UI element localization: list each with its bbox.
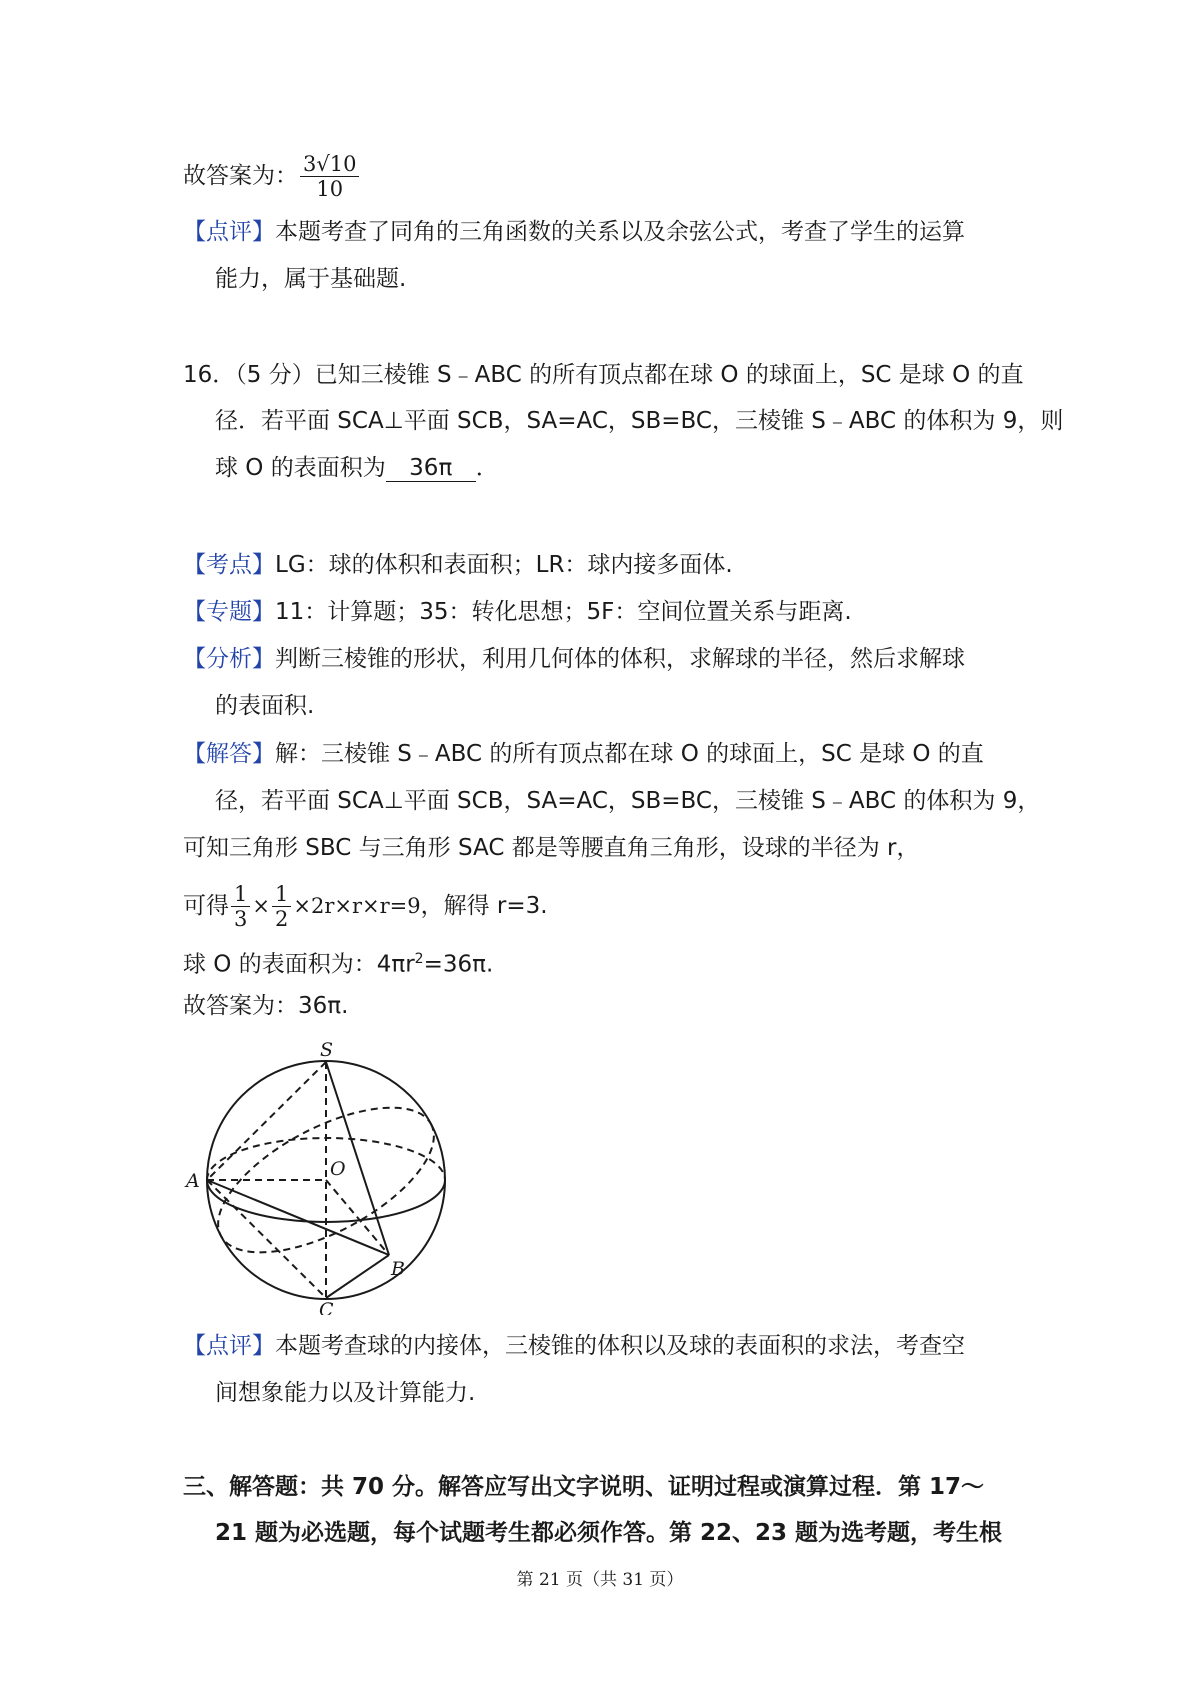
comment-text: 本题考查了同角的三角函数的关系以及余弦公式，考查了学生的运算 bbox=[275, 219, 965, 245]
fraction-numerator: 1 bbox=[231, 882, 250, 907]
dianping-tag: 【点评】 bbox=[183, 1333, 275, 1359]
dianping-line2: 间想象能力以及计算能力. bbox=[215, 1380, 476, 1406]
equation-line: 可得 $\frac{1}{3}$ × $\frac{1}{2}$ ×2r×r×r=9，解得 r=3. bbox=[183, 882, 548, 931]
surface-suffix: =36π. bbox=[423, 951, 494, 978]
prev-comment-line2: 能力，属于基础题. bbox=[215, 266, 407, 292]
jieda-line1 bbox=[183, 739, 984, 769]
section3-line2: 21 题为必选题，每个试题考生都必须作答。第 22、23 题为选考题，考生根 bbox=[215, 1520, 1003, 1546]
equation-result: ，解得 r=3. bbox=[420, 893, 548, 919]
equation-prefix: 可得 bbox=[183, 893, 229, 919]
final-answer-line: 故答案为：36π. bbox=[183, 993, 349, 1019]
kaodian-tag: 【考点】 bbox=[183, 552, 275, 578]
zhuanti-tag: 【专题】 bbox=[183, 599, 275, 625]
question-16-line3 bbox=[215, 453, 499, 483]
fenxi-line1 bbox=[183, 644, 965, 674]
fenxi-tag: 【分析】 bbox=[183, 646, 275, 672]
label-C: C bbox=[319, 1299, 334, 1315]
answer-line-prev bbox=[183, 152, 361, 201]
surface-exponent: 2 bbox=[414, 951, 424, 967]
jieda-line2: 径，若平面 SCA⊥平面 SCB，SA=AC，SB=BC，三棱锥 S﹣ABC 的体积为 9， bbox=[215, 788, 1041, 814]
surface-prefix: 球 O 的表面积为：4πr bbox=[183, 951, 415, 978]
edge-AC bbox=[207, 1180, 326, 1298]
question-16-line2: 径．若平面 SCA⊥平面 SCB，SA=AC，SB=BC，三棱锥 S﹣ABC 的体积为 9，则 bbox=[215, 408, 1064, 434]
equation-tail: ×2r×r×r=9 bbox=[293, 894, 421, 918]
question-16-prefix: 球 O 的表面积为 bbox=[215, 455, 386, 481]
jieda-line3: 可知三角形 SBC 与三角形 SAC 都是等腰直角三角形，设球的半径为 r， bbox=[183, 835, 920, 861]
label-B: B bbox=[391, 1258, 405, 1280]
comment-tag: 【点评】 bbox=[183, 219, 275, 245]
fraction-denominator: 3 bbox=[234, 907, 248, 931]
answer-blank: 36π bbox=[386, 455, 476, 482]
fraction-denominator: 2 bbox=[274, 907, 289, 931]
zhuanti-line bbox=[183, 597, 852, 627]
section3-line1: 三、解答题：共 70 分。解答应写出文字说明、证明过程或演算过程．第 17～ bbox=[183, 1474, 985, 1500]
fraction-numerator: 3√10 bbox=[300, 152, 359, 177]
question-16-line1: 16．（5 分）已知三棱锥 S﹣ABC 的所有顶点都在球 O 的球面上，SC 是球 O 的直 bbox=[183, 362, 1024, 388]
question-16-suffix: ． bbox=[475, 455, 499, 481]
fraction-numerator: 1 bbox=[272, 882, 291, 907]
answer-prefix: 故答案为： bbox=[183, 163, 298, 189]
fraction-denominator: 10 bbox=[316, 177, 344, 201]
edge-BC bbox=[326, 1255, 389, 1298]
fenxi-text: 判断三棱锥的形状，利用几何体的体积，求解球的半径，然后求解球 bbox=[275, 646, 965, 672]
label-O: O bbox=[330, 1158, 346, 1180]
sphere-figure bbox=[180, 1030, 460, 1315]
fraction-one-third bbox=[231, 882, 250, 931]
label-A: A bbox=[186, 1170, 200, 1192]
answer-fraction bbox=[300, 152, 359, 201]
surface-area-line bbox=[183, 944, 493, 980]
fraction-one-half bbox=[272, 882, 291, 931]
edge-AB bbox=[207, 1180, 389, 1255]
kaodian-line bbox=[183, 550, 733, 580]
dianping-line1 bbox=[183, 1331, 965, 1361]
dianping-text: 本题考查球的内接体，三棱锥的体积以及球的表面积的求法，考查空 bbox=[275, 1333, 965, 1359]
jieda-tag: 【解答】 bbox=[183, 741, 275, 767]
page-footer: 第 21 页（共 31 页） bbox=[516, 1570, 684, 1590]
label-S: S bbox=[320, 1039, 334, 1061]
edge-SA bbox=[207, 1062, 326, 1180]
prev-comment-line1 bbox=[183, 217, 965, 247]
fenxi-line2: 的表面积. bbox=[215, 693, 315, 719]
jieda-text: 解：三棱锥 S﹣ABC 的所有顶点都在球 O 的球面上，SC 是球 O 的直 bbox=[275, 741, 984, 767]
zhuanti-text: 11：计算题；35：转化思想；5F：空间位置关系与距离. bbox=[275, 599, 852, 625]
kaodian-text: LG：球的体积和表面积；LR：球内接多面体. bbox=[275, 552, 733, 578]
